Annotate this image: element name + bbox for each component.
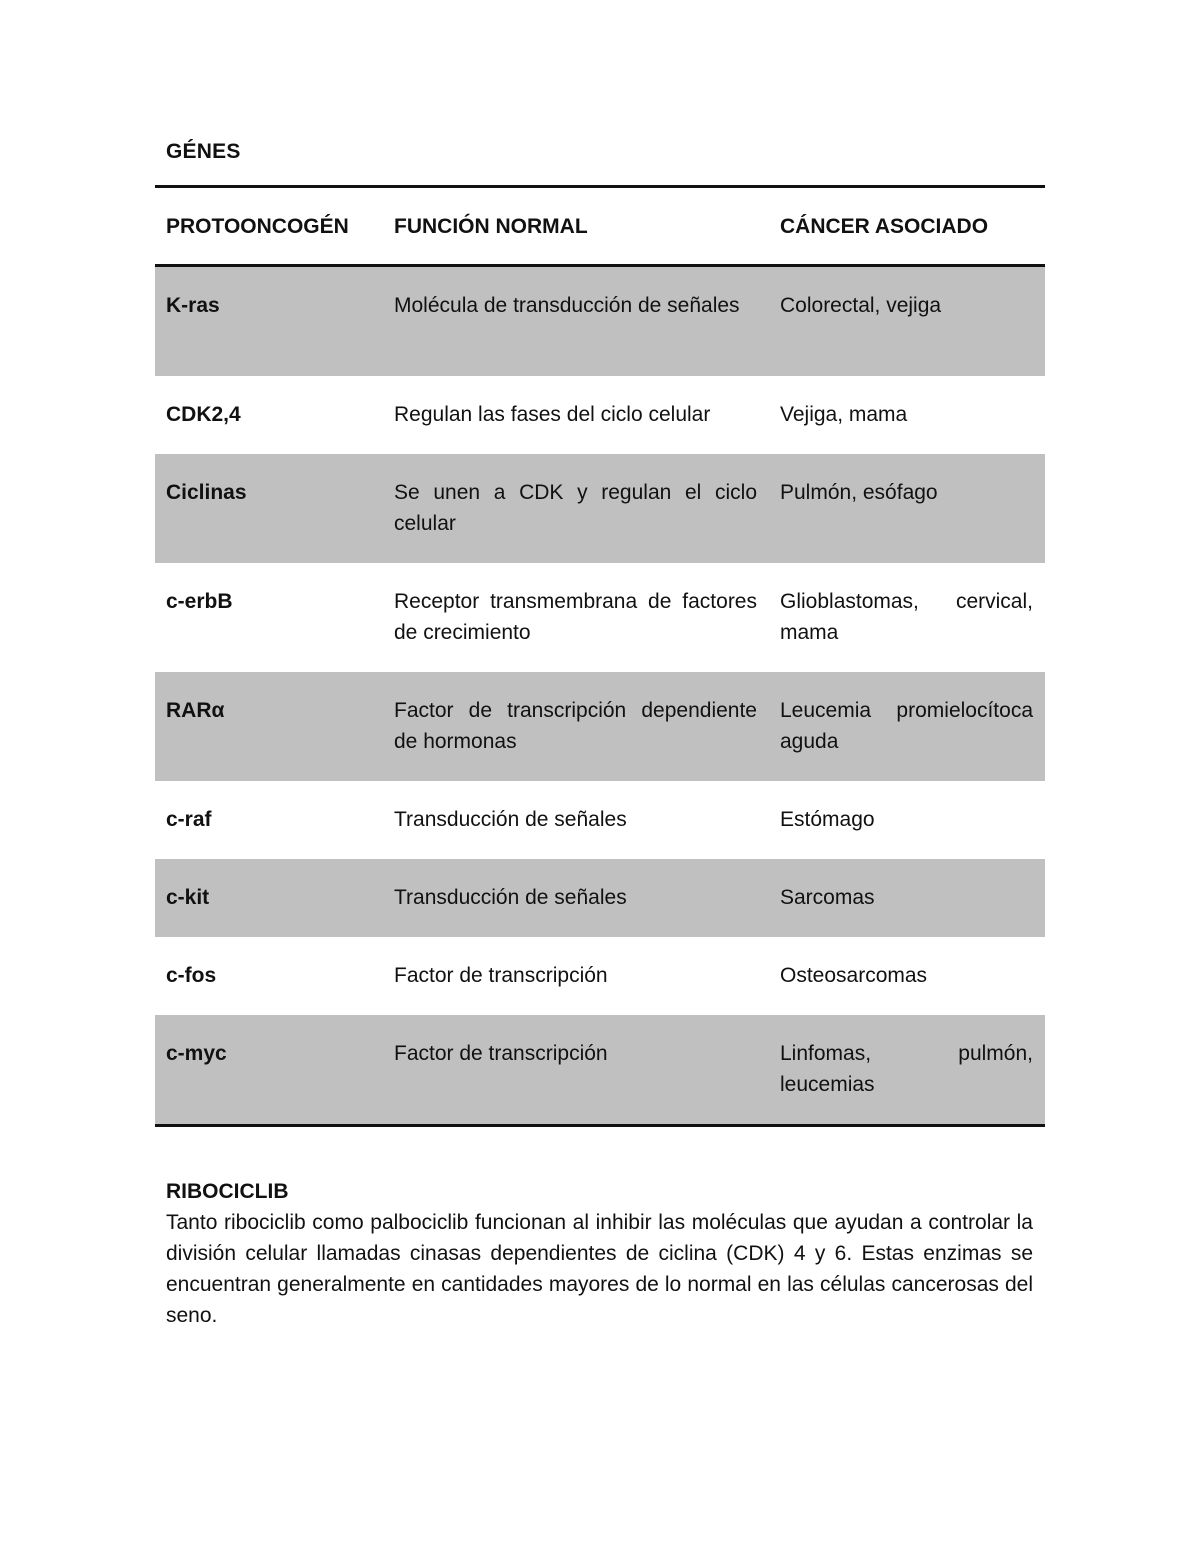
section-heading: GÉNES [166,140,241,163]
gene-function: Factor de transcripción [394,1042,608,1065]
gene-function: Transducción de señales [394,886,627,909]
protooncogene-table [155,185,1045,1127]
table-row [155,672,1045,781]
associated-cancer: Colorectal, vejiga [780,294,942,317]
gene-name: K-ras [166,294,220,317]
header-protooncogen: PROTOONCOGÉN [166,214,349,238]
gene-function: Factor de transcripción dependiente de hormonas [394,699,757,753]
header-funcion-normal: FUNCIÓN NORMAL [394,214,588,238]
ribociclib-section [166,1176,1033,1331]
associated-cancer: Linfomas, pulmón, leucemias [780,1042,1033,1096]
gene-name: c-erbB [166,590,233,613]
table-row [155,454,1045,563]
associated-cancer: Vejiga, mama [780,403,908,426]
associated-cancer: Pulmón, esófago [780,481,938,504]
gene-function: Se unen a CDK y regulan el ciclo celular [394,481,757,535]
table-row [155,376,1045,454]
gene-name: Ciclinas [166,481,247,504]
gene-name: c-raf [166,808,212,831]
associated-cancer: Leucemia promielocítoca aguda [780,699,1033,753]
gene-function: Receptor transmembrana de factores de crecimiento [394,590,757,644]
table-row [155,859,1045,937]
table-row [155,1015,1045,1126]
gene-function: Regulan las fases del ciclo celular [394,403,711,426]
header-cancer-asociado: CÁNCER ASOCIADO [780,214,989,238]
gene-function: Molécula de transducción de señales [394,294,740,317]
gene-name: c-myc [166,1042,227,1065]
table-row [155,563,1045,672]
gene-name: c-fos [166,964,217,987]
gene-name: c-kit [166,886,210,909]
table-header-row [155,187,1045,266]
associated-cancer: Glioblastomas, cervical, mama [780,590,1033,644]
associated-cancer: Osteosarcomas [780,964,928,987]
gene-function: Factor de transcripción [394,964,608,987]
table-row [155,266,1045,377]
table-row [155,781,1045,859]
ribociclib-title: RIBOCICLIB [166,1180,289,1203]
table-row [155,937,1045,1015]
associated-cancer: Estómago [780,808,875,831]
gene-name: CDK2,4 [166,403,241,426]
ribociclib-paragraph: Tanto ribociclib como palbociclib funcionan al inhibir las moléculas que ayudan a controlar la división celular llamadas cinasas dependientes de ciclina (CDK) 4 y 6. Estas enzimas se encuentran generalmente en cantidades mayores de lo normal en las células cancerosas del seno. [166,1211,1033,1327]
gene-function: Transducción de señales [394,808,627,831]
associated-cancer: Sarcomas [780,886,875,909]
gene-name: RARα [166,699,225,722]
